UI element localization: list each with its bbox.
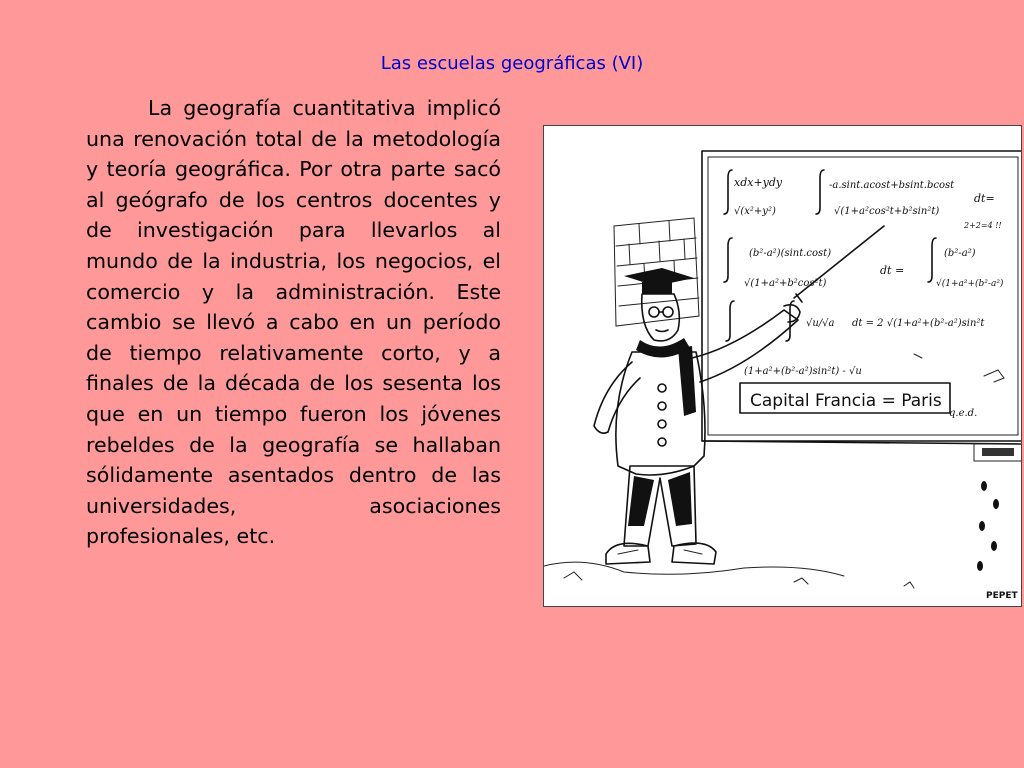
formula-text: √(1+a²+b²cos²t) [744,278,827,289]
formula-text: (b²-a²) [944,248,976,259]
ground-line [544,562,844,576]
cartoon-illustration [543,125,1022,607]
formula-text: √(1+a²+(b²-a²) [936,279,1004,289]
formula-text: q.e.d. [949,408,978,419]
formula-text: √u/√a [806,318,835,329]
artist-signature: PEPET [986,591,1018,601]
formula-text: √(x²+y²) [734,206,776,217]
formula-text: √(1+a²cos²t+b²sin²t) [834,206,940,217]
professor-figure [594,268,800,564]
footprints [977,481,999,571]
formula-text: dt = 2 √(1+a²+(b²-a²)sin²t [852,318,985,329]
pointer-stick [794,226,884,298]
formula-text: xdx+ydy [734,176,783,189]
formula-text: -a.sint.acost+bsint.bcost [829,180,955,191]
formula-text: 2+2=4 !! [964,221,1002,230]
body-paragraph: La geografía cuantitativa implicó una renovación total de la metodología y teoría geográfica. Por otra parte sacó al geógrafo de los centros docentes y de investigación para llevarlos al mundo de la industria, los negocios, el comercio y la administración. Este cambio se llevó a cabo en un período de tiempo relativamente corto, y a finales de la década de los sesenta los que en un tiempo fueron los jóvenes rebeldes de la geografía se hallaban sólidamente asentados dentro de las universidades, asociaciones profesionales, etc. [86,96,501,549]
board-formulas [724,170,1004,419]
formula-text: (b²-a²)(sint.cost) [749,248,832,259]
formula-text: dt= [974,192,995,205]
professor-at-blackboard-icon [544,126,1021,606]
slide-title: Las escuelas geográficas (VI) [380,53,644,74]
board-answer-text: Capital Francia = Paris [750,391,942,411]
formula-text: dt = [880,264,905,277]
formula-text: (1+a²+(b²-a²)sin²t) - √u [744,366,862,377]
